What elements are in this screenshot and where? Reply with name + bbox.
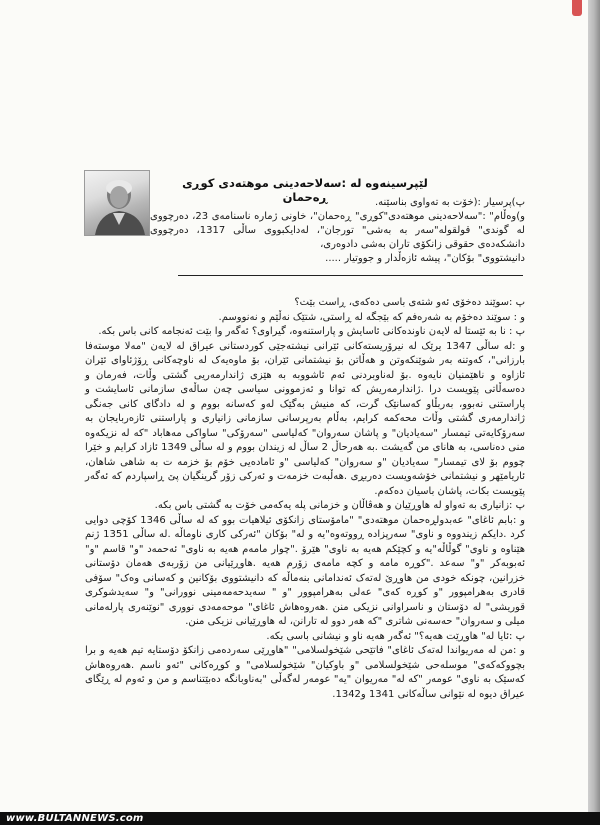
paragraph-q1: پ :سوێند دەخۆی ئەو شتەی باسی دەکەی، ڕاست بێت؟ xyxy=(294,297,525,308)
paragraph-a2: و :لە ساڵی 1347 یرێک لە نیرۆریستەکانی ئێرانی نیشتەجێی کوردستانی عیراق لە لایەن "مەلا موستەفا بارزانی"، کەوتنە بەر شوێنکەوتن و هەڵاتن بۆ نیشتمانی ئێران، بۆ ماوەیەک لە ناوچەکانی ڕۆژئاوای ئێران ئازاوە و ناهێمنیان نایەوە .بۆ لەناوبردنی ئەم ئاشووبە بە هێزی ژاندارمەریی گشتی وڵات، فەرمان و دەسەڵاتی پێویست درا .ژاندارمەریش کە توانا و ئەزموونی سیاسی چەن ساڵەی سازمانی ئاسایشت و پاراستنی نەبوو، بەربڵاو کەسانێک گرت، کە منیش بەگێک لەو کەسانە بووم و لە دادگای کانی جەنگی ژاندارمەری گشتی وڵات محەکمە کرایم، بەڵام بەرپرسانی سازمانی زانیاری و پاراستنی ئازەربایجان بە سەرۆکایەتی تیمسار "سەیادیان" و پاشان سەروان" کەلیاسی "سەرۆکی" ساواکی مەهاباد "کە لە نزیکەوە منی دەناسی، بە هانای من گەیشت .بە هەرحاڵ 2 ساڵ لە زیندان بووم و لە ساڵی 1349 ئازاد کرایم و خێرا چووم بۆ لای تیمسار" سەیادیان "و سەروان" کەلیاسی "و ئامادەیی خۆم بۆ خزمە ت بە شاهی شاهان، ئاریامێهر و نیشتمانی خۆشەویست دەربڕی .هەڵبەت خزمەت و ئەرکی زۆر گرینگیان پێ ڕاسپاردم کە ئەگەر پێویست بکات، پاشان باسیان دەکەم. xyxy=(85,340,526,497)
paragraph-q2: پ : نا بە ئێستا لە لایەن ناوندەکانی ئاسایش و پاراستنەوە، گیراوی؟ ئەگەر وا بێت ئەنجامە کانی باس بکە. xyxy=(98,326,525,337)
paragraph-a1: و : سوێند دەخۆم بە شەرەفم کە بێجگە لە ڕاستی، شتێک نەڵێم و نەنووسم. xyxy=(218,311,525,323)
document-title: لێپرسینەوە لە :سەلاحەدینی موهتەدی کوڕی ڕەحمان xyxy=(182,176,428,204)
corner-mark xyxy=(572,0,582,16)
site-watermark: www.BULTANNEWS.com xyxy=(6,813,144,824)
scan-edge-shadow xyxy=(588,0,600,812)
paragraph-a4: و :من لە مەریواندا لەتەک ئاغای" فاتێحی شێخولسلامی" "هاوڕێی سەردەمی زانکۆ دۆستایە تیم هەیە و برا بچووکەکەی" موسلەحی شێخولسلامی "و باوکیان" شێخولسلامی" و کوڕەکانی "ئەو ناسم .هەروەهاش کەسێک بە ناوی" عومەر "کە لە" مەریوان "یە" عومەر لەگەڵی "بەناوبانگە دەبێتناسم و من و ئەوم لە ڕێگای عیراق دیوە لە نێوانی ساڵەکانی 1341 و1342. xyxy=(85,645,525,700)
paragraph-q4: پ :ئایا لە" هاوڕێت هەیە؟" ئەگەر هەیە ناو و نیشانی باسی بکە. xyxy=(266,630,525,642)
portrait-photo xyxy=(84,170,150,236)
header-answer-continued: دانیشتووی" بۆکان"، پیشە ئازەڵدار و جووتیار ..... xyxy=(325,253,525,264)
interview-body xyxy=(85,296,525,702)
paragraph-q3: پ :زانیاری بە تەواو لە هاوڕێیان و هەڤاڵان و خزمانی پلە یەکەمی خۆت بە گشتی باس بکە. xyxy=(154,500,525,511)
portrait-photo-image xyxy=(85,171,149,235)
header-answer: و)وەڵام" :"سەلاحەدینی موهتەدی"کوڕی" ڕەحمان"، خاونی ژمارە ناسنامەی 23، دەرچووی لە گوندی" قولقولە"سەر بە بەشی" تورجان"، لەدایکبووی ساڵی 1317، دەرچووی دانشکەدەی حقوقی زانکۆی تاران بەشی دادوەری، xyxy=(150,211,525,250)
header-block xyxy=(150,196,525,266)
header-divider xyxy=(178,275,523,276)
header-question: پ)پرسیار :(خۆت بە تەواوی بناسێنە. xyxy=(375,197,525,208)
paragraph-a3: و :بابم ئاغای" عەبدولڕەحمان موهتەدی" "مامۆستای زانکۆی ئیلاهیات بوو کە لە ساڵی 1346 کۆچی دوایی کرد .دایکم زیندووە و ناوی" سەرپزادە ڕووتەوە"یە و لە" بۆکان "ئەرکی کاری ناوماڵە .لە ساڵی 1351 ژنم هێناوە و ناوی" گوڵاڵە"یە و کچێکم هەیە بە ناوی" هێرۆ ."چوار مامەم هەیە بە ناوی" ئەحمەد "و" قاسم "و" ئەبوبەکر "و" سەعد ."کوڕە مامە و کچە مامەی زۆرم هەیە .هاوڕێیانی من زۆربەی هەمان دۆستانی خزرانین، چونکە خودی من هاوڕێ لەتەک ئەندامانی بنەماڵە کە دانیشتووی بۆکانین و کەسانی وەک" سۆفی قادری بەهرامپوور "و کوڕە کەی" عەلی بەهرامپوور "و " سەیدحەمەمینی نوورانی" و" سەیدشوکری قوریشی" لە دۆستان و ناسراوانی نزیکی منن .هەروەهاش ئاغای" موحەمەدی نووری "نوێنەری پارلەمانی میلی و سەروان" حەسەنی شاتری "کە هەر دوو لە تارانن، لە هاوڕێیانی نزیکی منن. xyxy=(85,514,525,627)
